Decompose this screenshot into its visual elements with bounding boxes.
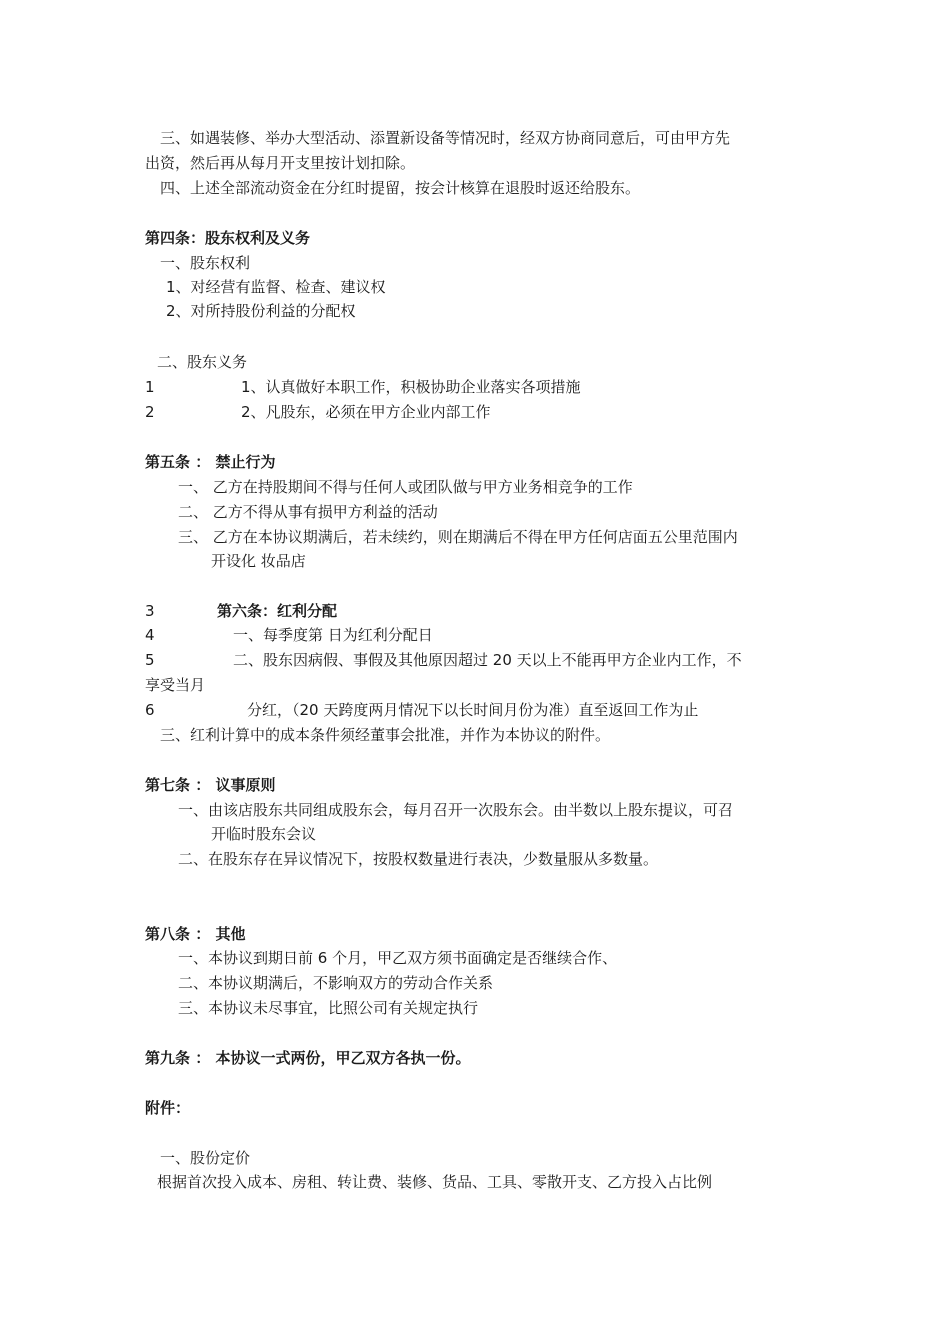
article9-heading: 第九条 ： 本协议一式两份，甲乙双方各执一份。 — [145, 1049, 471, 1067]
article5-heading: 第五条 ： 禁止行为 — [145, 453, 276, 471]
section3-item3-line1: 三、如遇装修、举办大型活动、添置新设备等情况时，经双方协商同意后，可由甲方先 — [160, 129, 731, 147]
article5-item3-line2: 开设化 妆品店 — [211, 552, 306, 570]
article7-heading: 第七条 ： 议事原则 — [145, 776, 276, 794]
article8-heading: 第八条 ： 其他 — [145, 925, 246, 943]
article4-duty1-marker: 1 — [145, 378, 155, 396]
article7-item1-line1: 一、由该店股东共同组成股东会，每月召开一次股东会。由半数以上股东提议，可召 — [178, 801, 734, 819]
article4-right1: 1、对经营有监督、检查、建议权 — [166, 278, 386, 296]
article6-item1: 一、每季度第 日为红利分配日 — [233, 626, 433, 644]
article4-right2: 2、对所持股份利益的分配权 — [166, 302, 356, 320]
article7-item1-line2: 开临时股东会议 — [211, 825, 317, 843]
article4-duty2: 2、凡股东，必须在甲方企业内部工作 — [241, 403, 491, 421]
article6-item3: 三、红利计算中的成本条件须经董事会批准，并作为本协议的附件。 — [160, 726, 611, 744]
section3-item4: 四、上述全部流动资金在分红时提留，按会计核算在退股时返还给股东。 — [160, 179, 641, 197]
article6-marker: 3 — [145, 602, 155, 620]
article6-item2-cont-marker: 6 — [145, 701, 155, 719]
article4-duty2-marker: 2 — [145, 403, 155, 421]
article6-item2-line2: 享受当月 — [145, 676, 206, 694]
appendix-item1-title: 一、股份定价 — [160, 1149, 251, 1167]
article5-item1: 一、 乙方在持股期间不得与任何人或团队做与甲方业务相竞争的工作 — [178, 478, 633, 496]
appendix-heading: 附件： — [145, 1099, 191, 1117]
article4-rights-title: 一、股东权利 — [160, 254, 251, 272]
article8-item1: 一、本协议到期日前 6 个月，甲乙双方须书面确定是否继续合作、 — [178, 949, 618, 967]
article4-heading: 第四条：股东权利及义务 — [145, 229, 311, 247]
article5-item3-line1: 三、 乙方在本协议期满后，若未续约，则在期满后不得在甲方任何店面五公里范围内 — [178, 528, 738, 546]
article6-heading: 第六条：红利分配 — [217, 602, 338, 620]
article8-item2: 二、本协议期满后，不影响双方的劳动合作关系 — [178, 974, 494, 992]
article8-item3: 三、本协议未尽事宜，比照公司有关规定执行 — [178, 999, 479, 1017]
article6-item1-marker: 4 — [145, 626, 155, 644]
article4-duty1: 1、认真做好本职工作，积极协助企业落实各项措施 — [241, 378, 581, 396]
article6-item2-line3: 分红，（20 天跨度两月情况下以长时间月份为准）直至返回工作为止 — [247, 701, 699, 719]
article6-item2-marker: 5 — [145, 651, 155, 669]
article6-item2-line1: 二、股东因病假、事假及其他原因超过 20 天以上不能再甲方企业内工作，不 — [233, 651, 742, 669]
appendix-item1-text: 根据首次投入成本、房租、转让费、装修、货品、工具、零散开支、乙方投入占比例 — [157, 1173, 713, 1191]
article4-duties-title: 二、股东义务 — [157, 353, 248, 371]
article5-item2: 二、 乙方不得从事有损甲方利益的活动 — [178, 503, 438, 521]
section3-item3-line2: 出资，然后再从每月开支里按计划扣除。 — [145, 154, 416, 172]
article7-item2: 二、在股东存在异议情况下，按股权数量进行表决，少数量服从多数量。 — [178, 850, 659, 868]
